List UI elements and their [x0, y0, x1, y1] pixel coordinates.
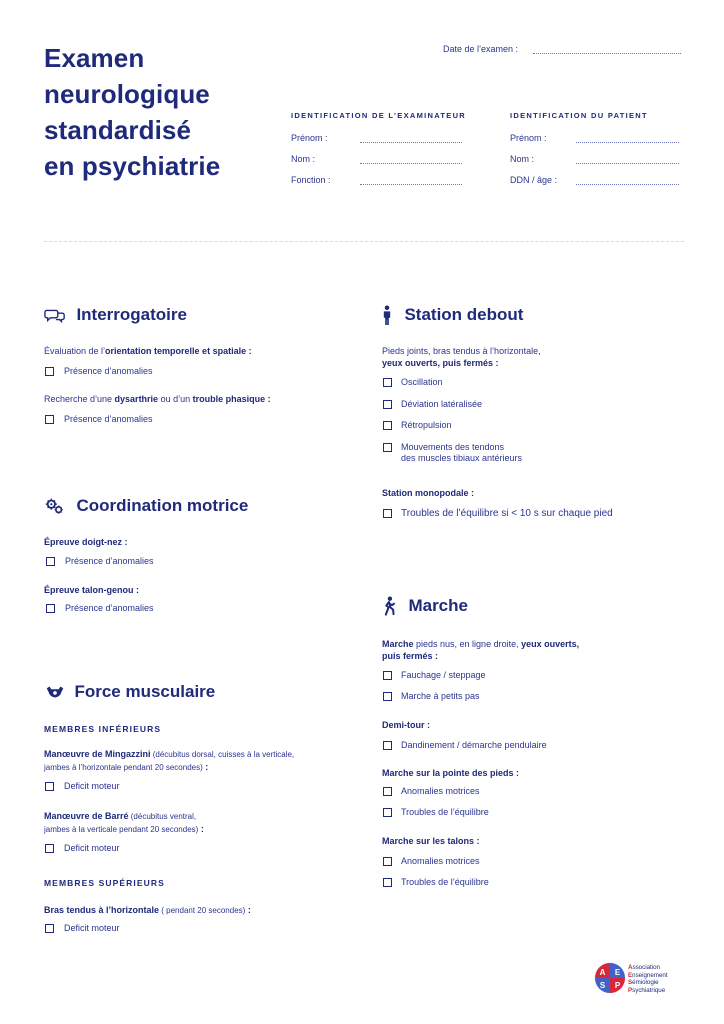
finger-nose-anomaly-checkbox[interactable]	[46, 557, 55, 566]
fauchage-checkbox[interactable]	[383, 671, 392, 680]
examiner-function-label: Fonction :	[291, 175, 331, 185]
checkbox-label: Oscillation	[401, 377, 443, 387]
checkbox-label: Dandinement / démarche pendulaire	[401, 740, 547, 750]
orientation-question	[44, 345, 252, 357]
checkbox-label-line: des muscles tibiaux antérieurs	[401, 453, 523, 463]
heel-knee-test-label	[44, 584, 139, 596]
question-text: pieds nus, en ligne droite,	[413, 639, 522, 649]
patient-dob-label: DDN / âge :	[510, 175, 558, 185]
title-line: standardisé	[44, 115, 192, 145]
title-line: neurologique	[44, 79, 210, 109]
logo-initial: S	[628, 979, 633, 986]
question-bold: Manœuvre de Mingazzini	[44, 749, 151, 759]
standing-person-icon	[380, 305, 394, 325]
logo-letter: A	[599, 968, 606, 977]
question-note: jambes à la verticale pendant 20 secondes)	[44, 825, 199, 834]
checkbox-label: Troubles de l’équilibre	[401, 807, 489, 817]
logo-word: ssociation	[632, 964, 660, 971]
checkbox-label: Troubles de l’équilibre	[401, 877, 489, 887]
question-text: Évaluation de l’	[44, 346, 106, 356]
barre-deficit-checkbox[interactable]	[45, 844, 54, 853]
checkbox-label: Troubles de l’équilibre si < 10 s sur chaque pied	[401, 508, 613, 519]
patient-lastname-label: Nom :	[510, 154, 535, 164]
checkbox-label: Rétropulsion	[401, 420, 452, 430]
section-force-header	[44, 682, 215, 702]
patient-firstname-field[interactable]	[576, 133, 679, 143]
mingazzini-question	[44, 748, 294, 774]
question-bold: Marche sur la pointe des pieds :	[382, 768, 520, 778]
tiptoe-balance-checkbox[interactable]	[383, 808, 392, 817]
oscillation-checkbox[interactable]	[383, 378, 392, 387]
question-bold: Bras tendus à l’horizontale	[44, 905, 160, 915]
question-bold: :	[202, 762, 209, 772]
checkbox-label: Fauchage / steppage	[401, 670, 486, 680]
question-bold: Marche sur les talons :	[382, 836, 480, 846]
examiner-function-field[interactable]	[360, 175, 462, 185]
logo-letter: E	[614, 968, 621, 977]
question-bold: trouble phasique :	[192, 394, 271, 404]
title-line: Examen	[44, 43, 145, 73]
question-bold: dysarthrie	[114, 394, 159, 404]
section-coordination-header	[44, 496, 248, 516]
patient-firstname-label: Prénom :	[510, 133, 547, 143]
examiner-lastname-field[interactable]	[360, 154, 462, 164]
checkbox-label: Deficit moteur	[64, 781, 120, 791]
tendon-movement-checkbox[interactable]	[383, 443, 392, 452]
checkbox-label: Marche à petits pas	[401, 691, 480, 701]
dandinement-checkbox[interactable]	[383, 741, 392, 750]
retropulsion-checkbox[interactable]	[383, 421, 392, 430]
question-note: ( pendant 20 secondes)	[159, 906, 246, 915]
question-bold: Station monopodale :	[382, 488, 474, 498]
mingazzini-deficit-checkbox[interactable]	[45, 782, 54, 791]
title-line: en psychiatrie	[44, 151, 221, 181]
patient-dob-field[interactable]	[576, 175, 679, 185]
checkbox-label: Déviation latéralisée	[401, 399, 483, 409]
section-station-header	[380, 305, 523, 325]
question-note: (décubitus ventral,	[128, 812, 197, 821]
exam-date-field[interactable]	[533, 44, 681, 54]
logo-word: émiologie	[632, 979, 659, 986]
muscle-icon	[44, 682, 66, 702]
question-bold: Épreuve talon-genou :	[44, 585, 140, 595]
patient-heading: IDENTIFICATION DU PATIENT	[510, 111, 648, 120]
arms-extended-question	[44, 904, 251, 917]
header-divider	[44, 241, 684, 242]
question-bold: yeux ouverts,	[521, 639, 580, 649]
lateral-deviation-checkbox[interactable]	[383, 400, 392, 409]
logo-initial: A	[628, 964, 633, 971]
checkbox-label	[401, 442, 522, 464]
station-intro	[382, 345, 541, 369]
question-bold: puis fermés :	[382, 651, 439, 661]
question-note: (décubitus dorsal, cuisses à la verticale,	[150, 750, 295, 759]
tiptoe-motor-checkbox[interactable]	[383, 787, 392, 796]
arms-deficit-checkbox[interactable]	[45, 924, 54, 933]
patient-lastname-field[interactable]	[576, 154, 679, 164]
checkbox-label: Deficit moteur	[64, 923, 120, 933]
section-title: Force musculaire	[74, 682, 216, 701]
section-title: Marche	[408, 596, 468, 615]
logo-initial: E	[628, 971, 633, 979]
exam-date-label: Date de l’examen :	[443, 44, 519, 54]
heels-motor-checkbox[interactable]	[383, 857, 392, 866]
question-text: Recherche d’une	[44, 394, 115, 404]
section-interrogatoire-header	[44, 305, 187, 325]
section-title: Coordination motrice	[76, 496, 249, 515]
checkbox-label: Présence d’anomalies	[65, 603, 154, 613]
finger-nose-test-label	[44, 536, 128, 548]
lower-limbs-heading: MEMBRES INFÉRIEURS	[44, 724, 162, 734]
examiner-heading: IDENTIFICATION DE L’EXAMINATEUR	[291, 111, 467, 120]
checkbox-label: Deficit moteur	[64, 843, 120, 853]
section-title: Interrogatoire	[76, 305, 187, 324]
examiner-firstname-field[interactable]	[360, 133, 462, 143]
speech-bubbles-icon	[44, 305, 66, 325]
logo-letter: S	[599, 981, 606, 990]
monopodale-checkbox[interactable]	[383, 509, 392, 518]
orientation-anomaly-checkbox[interactable]	[45, 367, 54, 376]
section-title: Station debout	[404, 305, 524, 324]
heels-heading	[382, 835, 480, 847]
checkbox-label: Anomalies motrices	[401, 786, 480, 796]
tiptoe-heading	[382, 767, 519, 779]
upper-limbs-heading: MEMBRES SUPÉRIEURS	[44, 878, 165, 888]
question-bold: yeux ouverts, puis fermés :	[382, 358, 499, 368]
checkbox-label: Anomalies motrices	[401, 856, 480, 866]
checkbox-label: Présence d’anomalies	[64, 414, 153, 424]
aesp-logo	[594, 962, 626, 994]
question-text: Pieds joints, bras tendus à l’horizontale,	[382, 346, 541, 356]
walking-person-icon	[380, 596, 398, 616]
question-bold: :	[245, 905, 251, 915]
question-note: jambes à l’horizontale pendant 20 secondes)	[44, 763, 203, 772]
examiner-firstname-label: Prénom :	[291, 133, 328, 143]
dysarthria-anomaly-checkbox[interactable]	[45, 415, 54, 424]
logo-word: sychiatrique	[632, 986, 666, 994]
examiner-lastname-label: Nom :	[291, 154, 316, 164]
marche-intro	[382, 638, 579, 662]
aesp-logo-text	[628, 964, 668, 994]
question-bold: Demi-tour :	[382, 720, 430, 730]
checkbox-label: Présence d’anomalies	[64, 366, 153, 376]
heel-knee-anomaly-checkbox[interactable]	[46, 604, 55, 613]
question-bold: Marche	[382, 639, 414, 649]
question-bold: Manœuvre de Barré	[44, 811, 129, 821]
heels-balance-checkbox[interactable]	[383, 878, 392, 887]
logo-initial: P	[628, 986, 633, 994]
question-bold: Épreuve doigt-nez :	[44, 537, 128, 547]
logo-word: nseignement	[632, 971, 668, 979]
barre-question	[44, 810, 204, 836]
question-bold: :	[198, 824, 204, 834]
aesp-logo-mark	[594, 962, 626, 994]
question-text: ou d’un	[158, 394, 193, 404]
gears-icon	[44, 496, 66, 516]
monopodale-heading	[382, 487, 474, 499]
small-steps-checkbox[interactable]	[383, 692, 392, 701]
checkbox-label: Présence d’anomalies	[65, 556, 154, 566]
page-title	[44, 40, 220, 184]
checkbox-label-line: Mouvements des tendons	[401, 442, 505, 452]
logo-letter: P	[614, 981, 621, 990]
dysarthria-question	[44, 393, 271, 405]
demi-tour-heading	[382, 719, 430, 731]
section-marche-header	[380, 596, 468, 616]
question-bold: orientation temporelle et spatiale :	[105, 346, 252, 356]
